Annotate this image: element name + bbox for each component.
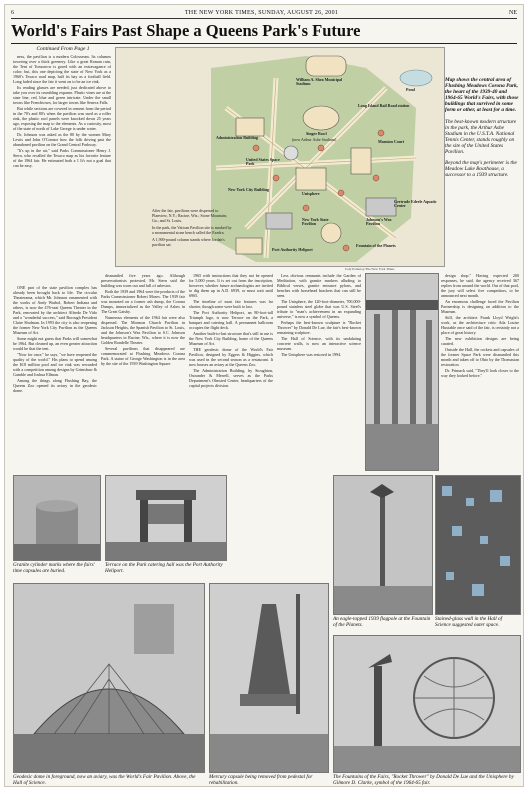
article-column-3 — [101, 273, 185, 471]
headline: World's Fairs Past Shape a Queens Park's Future — [11, 21, 361, 40]
map-label-gertrude: Gertrude Ederle Aquatic Center — [394, 199, 437, 209]
caption-granite-cylinder: Granite cylinder marks where the fairs' time capsules are buried. — [13, 562, 95, 574]
paragraph: Less obvious remnants include the Garden of Meditation, with granite markers alluding to Biblical verses, granite entrance pylons, and benches with horsehead brackets that can still be seen. — [277, 273, 361, 298]
paragraph: 1965 with instructions that they not be opened for 5,000 years. It is set out from the inscription, however, whether future archaeologists are invited to dig them up in A.D. 6939, or must wait until 6965. — [189, 273, 273, 298]
map-label-heliport: Port Authority Heliport — [272, 247, 313, 252]
article-column-2 — [13, 285, 97, 471]
photo-terrace-on-the-park — [105, 475, 227, 561]
caption-terrace-on-the-park: Terrace on the Park catering hall was the Port Authority Heliport. — [105, 562, 223, 574]
paragraph: Dr. Primack said, "They'll look closer to the way they looked before." — [441, 368, 519, 378]
masthead — [11, 8, 517, 19]
photo-rocket-thrower-unisphere — [333, 635, 521, 773]
map-caption — [445, 77, 519, 183]
headline-rule — [11, 43, 517, 44]
paper-dateline: THE NEW YORK TIMES, SUNDAY, AUGUST 26, 2001 — [184, 10, 339, 16]
paragraph: Outside the Hall, the rockets and capsules of the former Space Park were dismantled this month and taken off to Ohio by the Thomasian restoration. — [441, 347, 519, 367]
paragraph: THE geodesic dome of the World's Fair Pavilion, designed by Eggers & Higgins, which was used in the second season as a restaurant. It now houses an aviary at the Queens Zoo. — [189, 347, 273, 367]
section-code: NE — [508, 10, 517, 16]
paragraph: Several pavilions that disappeared are commemorated at Flushing Meadows Corona Park. A statue of George Washington is in the area by the site of the 1939 Washington Square. — [101, 346, 185, 366]
caption-eagle-flagpole: An eagle-topped 1939 flagpole at the Fountain of the Planets. — [333, 616, 431, 628]
map-label-mansion: Mansion Court — [378, 139, 405, 144]
article-column-4 — [189, 273, 273, 463]
paragraph: Dr. Johnson was asked as the 80 by the women Mary Lewis and John O'Connor how the folk driving past the abandoned pavilion on the Grand Central Parkway. — [13, 132, 111, 147]
map-label-pond: Pond — [406, 87, 415, 92]
paragraph: The new exhibition designs are being curated. — [441, 336, 519, 346]
newspaper-page — [4, 4, 524, 787]
paragraph: Both the 1939 and 1964 were the products of the Parks Commissioner Robert Moses. The 1939 fair was mounted on a former ash dump, the Corona Dumps, immortalized as the Valley of Ashes in The Great Gatsby. — [101, 289, 185, 314]
paragraph: The Unisphere was restored in 1994. — [281, 352, 342, 357]
paragraph: Some might not guess that Parks will somewhat be 1964. But cleaned up, an even greater attraction would be that the tent. — [13, 336, 97, 351]
photo-granite-cylinder — [13, 475, 101, 561]
paragraph: "Now for once," he says, "we have reopened the quality of the world." His plans to spend among the $18 million pool and ice rink was rewarded with a competition among designs by Grimshaw & Gamble and Joshua Ellman. — [13, 352, 97, 377]
paragraph: Still, the architect Frank Lloyd Wright's work, as the architecture critic Ada Louise Huxtable once said of the fair, is certainly not a place of great history. — [441, 315, 519, 335]
map-note: In the park, the Vatican Pavilion site is marked by a monumental stone bench called the Exedra. — [152, 225, 232, 235]
paragraph: dismantled five years ago. Although preservationists protested, Mr. Stern said the building was worn out and full of asbestos. — [101, 273, 185, 288]
paragraph: "It's up in the air," said Parks Commissioner Henry J. Stern, who recalled the Texaco map as his favorite feature of the 1964 fair. He estimated both a 1 It's not a goal that can be easy. — [13, 148, 111, 168]
map-note: A 1,900-pound column stands where Jordan's pavilion sat. — [152, 237, 225, 247]
map-label-statesite: United States Space Park — [246, 157, 280, 167]
paragraph: design shop." Having expected 200 responses, he said, the agency received 367 replies from around the world. Out of that pool, the jury will select five competitors, to be announced next month. — [441, 273, 519, 298]
map-label-unisphere: Unisphere — [302, 191, 320, 196]
paragraph: The Hall of Science, with its undulating concrete walls, is now an interactive science museum. — [277, 336, 361, 351]
paragraph: Another built-to-last structure that's still in use is the New York City Building, home of the Queens Museum of Art. — [189, 331, 273, 346]
paragraph: The Port Authority Heliport, an 80-foot-tall Triumph logo, is now Terrace on the Park, a banquet and catering hall. A permanent ballroom occupies the flight deck. — [189, 310, 273, 330]
map-note: After the fair, pavilions were dispersed to Planview, N.Y.; Racine, Wis.; Stone Mountain, Ga.; and St. Louis. — [152, 208, 228, 223]
map-label-shea: William A. Shea Municipal Stadium — [296, 77, 343, 87]
map-label-tennis: (now Arthur Ashe Stadium) — [292, 137, 337, 142]
photo-stained-glass — [435, 475, 521, 615]
paragraph: An enormous challenge faced the Pavilion Partnership is designing an addition to the Museum. — [441, 299, 519, 314]
map-caption-text: The best-known modern structure in the park, the Arthur Ashe Stadium in the U.S.T.A. National Tennis Center, stands roughly on the site of the United States Pavilion. — [445, 118, 517, 156]
photo-eagle-flagpole — [333, 475, 433, 615]
paragraph: Perhaps the best-known sculpture is "Rocket Thrower" by Donald De Lue, the fair's best-known remaining sculpture. — [277, 320, 361, 335]
map-label-newyork: New York City Building — [228, 187, 269, 192]
map-label-singer: Singer Bowl — [306, 131, 327, 136]
caption-stained-glass: Stained-glass wall in the Hall of Science suggested outer space. — [435, 616, 503, 628]
photo-state-pavilion — [365, 273, 439, 471]
paragraph: ness, the pavilion is a modern Colosseum. Its columns towering over a thick greenery. Like a great Roman ruin, the Tent of Tomorrow is gored with an extravagance of color; but, this one depicting the state of New York as a 1960's Texaco road map, half its bay as a football field. Long faded since the fair it went on to be an ice rink. — [13, 54, 111, 84]
article-column-6 — [441, 273, 519, 473]
paragraph: The Unisphere, the 120-foot-diameter, 700,000-pound stainless steel globe that was U.S. Steel's tribute to "man's achievement in an expanding universe," is now a symbol of Queens. — [277, 299, 361, 319]
article-column-1 — [13, 54, 111, 282]
photo-mercury-capsule — [209, 583, 329, 773]
map-label-island: Long Island Rail Road station — [358, 103, 410, 108]
photo-geodesic-dome — [13, 583, 205, 773]
fairgrounds-map — [115, 47, 445, 267]
map-caption-text: Map shows the central area of Flushing Meadows Corona Park, the heart of the 1939-40 and 1964-65 World's Fairs, with those buildings that survived in some form or other, at least for a time. — [445, 77, 519, 114]
paragraph: Its reading glasses are needed, just dedicated above to take you over its crumbling expanse. Plastic vines are at the state line, red, blue and green intricate. Under the small towns like Frenchtown, for larger towns like Seneca Falls. — [13, 85, 111, 105]
map-label-admin: Administration Building — [216, 135, 258, 140]
map-label-fountain: Fountain of the Planets — [356, 243, 396, 248]
map-label-johnsons: Johnson's Wax Pavilion — [366, 217, 392, 227]
map-label-state: New York State Pavilion — [302, 217, 329, 227]
caption-rocket-thrower-unisphere: The Fountains of the Fairs, "Rocket Thrower" by Donald De Lue and the Unisphere by Gilmore D. Clarke, symbol of the 1964-65 fair. — [333, 774, 514, 786]
paragraph: ONE part of the state pavilion complex has already been brought back to life. The circular Theaterama, which Mr. Johnson ornamented with the works of Andy Warhol, Robert Indiana and others, is now the 476-seat Queens Theater in the Park, renovated by the architect Alfredo De Vido and a "wonderful success," said Borough President Claire Shulman. In 1993 the city is also reopening the former New York City Pavilion as the Queens Museum of Art. — [13, 285, 97, 335]
map-caption-text: Beyond the map's perimeter is the Meadow Lake Boathouse, a successor to a 1939 structure. — [445, 160, 517, 179]
caption-geodesic-dome: Geodesic dome in foreground, now an aviary, was the World's Fair Pavilion. Above, the Hall of Science. — [13, 774, 196, 786]
paragraph: Among the things along Flushing Bay, the Queens Zoo opened its aviary in the geodesic dome. — [13, 378, 97, 393]
map-credit: Jody Pomeroy/The New York Times — [345, 267, 395, 271]
article-column-5 — [277, 273, 361, 463]
paragraph: The Administration Building, by Stoughton, Ostrander & Merrell, serves as the Parks Department's Olmsted Center, headquarters of the capital projects division. — [189, 368, 273, 388]
paragraph: But while sections are covered in cement from the period in the 70's and 80's when the pavilion was used as a roller rink, the plastic roof panels were knocked down 25 years ago, exposing the map to the elements. As a curiosity, most of the state of north of Lake George is under water. — [13, 106, 111, 131]
paragraph: The timeline of most fair features was far shorter, though some were built to last. — [189, 299, 273, 309]
page-number: 6 — [11, 10, 14, 16]
paragraph: Numerous elements of the 1964 fair were also dispersed. The Mormon Church Pavilion in Jackson Heights, the Spanish Pavilion to St. Louis, and the Johnson's Wax Pavilion to S.C. Johnson headquarters in Racine, Wis., where it is now the Golden Rondelle Theater. — [101, 315, 185, 345]
map-notes — [152, 208, 232, 247]
caption-mercury-capsule: Mercury capsule being removed from pedestal for rehabilitation. — [209, 774, 313, 786]
continued-label: Continued From Page 1 — [36, 46, 90, 52]
